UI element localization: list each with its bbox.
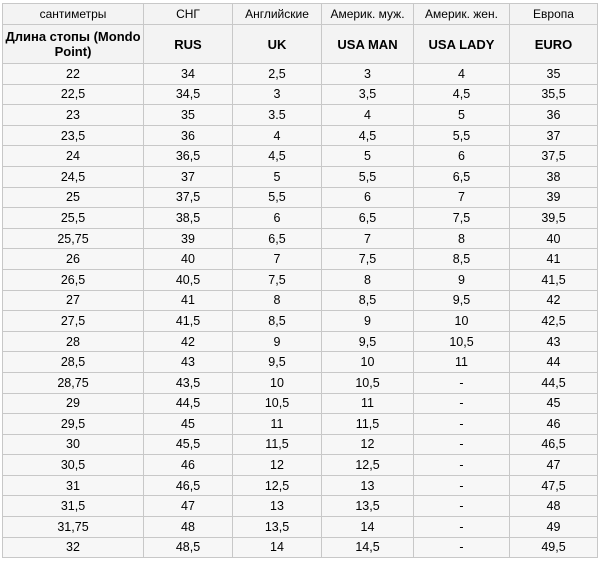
cell-usa-man: 4	[322, 105, 414, 126]
cell-cm: 22,5	[3, 84, 144, 105]
table-row	[3, 166, 598, 187]
cell-usa-lady: -	[414, 517, 510, 538]
cell-usa-lady: -	[414, 537, 510, 558]
cell-euro: 49,5	[510, 537, 598, 558]
sub-header-us-women: Америк. жен.	[414, 4, 510, 25]
cell-cm: 25	[3, 187, 144, 208]
cell-uk: 4,5	[233, 146, 322, 167]
cell-cm: 28,75	[3, 372, 144, 393]
cell-usa-lady: -	[414, 434, 510, 455]
cell-cm: 31,75	[3, 517, 144, 538]
cell-euro: 46	[510, 414, 598, 435]
cell-cm: 28,5	[3, 352, 144, 373]
header-rus: RUS	[144, 25, 233, 64]
cell-euro: 40	[510, 228, 598, 249]
cell-usa-man: 7,5	[322, 249, 414, 270]
cell-rus: 37,5	[144, 187, 233, 208]
cell-usa-lady: 5	[414, 105, 510, 126]
cell-uk: 5	[233, 166, 322, 187]
cell-rus: 47	[144, 496, 233, 517]
cell-usa-lady: 7	[414, 187, 510, 208]
cell-rus: 41	[144, 290, 233, 311]
sub-header-us-men: Америк. муж.	[322, 4, 414, 25]
table-row	[3, 228, 598, 249]
sub-header-english: Английские	[233, 4, 322, 25]
cell-usa-man: 3	[322, 64, 414, 85]
cell-uk: 3.5	[233, 105, 322, 126]
cell-euro: 38	[510, 166, 598, 187]
cell-cm: 24,5	[3, 166, 144, 187]
cell-euro: 47,5	[510, 475, 598, 496]
cell-euro: 41	[510, 249, 598, 270]
cell-usa-man: 11	[322, 393, 414, 414]
table-row	[3, 125, 598, 146]
cell-usa-lady: 6	[414, 146, 510, 167]
table-row	[3, 187, 598, 208]
cell-rus: 46	[144, 455, 233, 476]
cell-usa-lady: -	[414, 475, 510, 496]
cell-uk: 9,5	[233, 352, 322, 373]
cell-usa-man: 7	[322, 228, 414, 249]
cell-euro: 43	[510, 331, 598, 352]
cell-cm: 23	[3, 105, 144, 126]
cell-cm: 28	[3, 331, 144, 352]
header-uk: UK	[233, 25, 322, 64]
cell-cm: 23,5	[3, 125, 144, 146]
cell-uk: 13	[233, 496, 322, 517]
cell-rus: 34,5	[144, 84, 233, 105]
cell-usa-man: 11,5	[322, 414, 414, 435]
table-row	[3, 105, 598, 126]
cell-euro: 44,5	[510, 372, 598, 393]
table-row	[3, 269, 598, 290]
cell-usa-lady: 4	[414, 64, 510, 85]
cell-rus: 35	[144, 105, 233, 126]
table-row	[3, 208, 598, 229]
cell-cm: 31	[3, 475, 144, 496]
cell-rus: 34	[144, 64, 233, 85]
cell-euro: 37,5	[510, 146, 598, 167]
table-row	[3, 84, 598, 105]
shoe-size-table	[2, 3, 598, 558]
cell-usa-man: 14,5	[322, 537, 414, 558]
cell-uk: 3	[233, 84, 322, 105]
cell-cm: 29	[3, 393, 144, 414]
table-row	[3, 352, 598, 373]
table-row	[3, 331, 598, 352]
cell-rus: 44,5	[144, 393, 233, 414]
cell-usa-lady: -	[414, 455, 510, 476]
table-row	[3, 311, 598, 332]
cell-rus: 41,5	[144, 311, 233, 332]
cell-usa-man: 9	[322, 311, 414, 332]
cell-cm: 30,5	[3, 455, 144, 476]
cell-uk: 2,5	[233, 64, 322, 85]
table-body	[3, 64, 598, 558]
cell-rus: 37	[144, 166, 233, 187]
cell-usa-lady: 10,5	[414, 331, 510, 352]
cell-uk: 10	[233, 372, 322, 393]
cell-usa-man: 10,5	[322, 372, 414, 393]
table-row	[3, 393, 598, 414]
cell-uk: 7,5	[233, 269, 322, 290]
cell-euro: 47	[510, 455, 598, 476]
cell-euro: 37	[510, 125, 598, 146]
cell-usa-man: 3,5	[322, 84, 414, 105]
cell-euro: 42,5	[510, 311, 598, 332]
cell-uk: 4	[233, 125, 322, 146]
cell-rus: 48,5	[144, 537, 233, 558]
cell-usa-man: 6,5	[322, 208, 414, 229]
cell-usa-man: 14	[322, 517, 414, 538]
table-row	[3, 414, 598, 435]
cell-cm: 25,5	[3, 208, 144, 229]
cell-usa-lady: 4,5	[414, 84, 510, 105]
cell-cm: 25,75	[3, 228, 144, 249]
cell-usa-man: 12,5	[322, 455, 414, 476]
cell-uk: 13,5	[233, 517, 322, 538]
header-usa-man: USA MAN	[322, 25, 414, 64]
cell-euro: 48	[510, 496, 598, 517]
cell-usa-man: 13,5	[322, 496, 414, 517]
cell-uk: 8,5	[233, 311, 322, 332]
cell-usa-man: 4,5	[322, 125, 414, 146]
cell-uk: 10,5	[233, 393, 322, 414]
cell-usa-man: 8	[322, 269, 414, 290]
cell-rus: 39	[144, 228, 233, 249]
cell-euro: 49	[510, 517, 598, 538]
cell-cm: 26	[3, 249, 144, 270]
cell-cm: 31,5	[3, 496, 144, 517]
cell-rus: 38,5	[144, 208, 233, 229]
cell-rus: 48	[144, 517, 233, 538]
header-foot-length: Длина стопы (Mondo Point)	[3, 25, 144, 64]
cell-rus: 43,5	[144, 372, 233, 393]
cell-uk: 8	[233, 290, 322, 311]
cell-usa-lady: -	[414, 372, 510, 393]
cell-usa-lady: -	[414, 496, 510, 517]
sub-header-cis: СНГ	[144, 4, 233, 25]
cell-cm: 27	[3, 290, 144, 311]
cell-usa-lady: -	[414, 414, 510, 435]
cell-cm: 29,5	[3, 414, 144, 435]
cell-euro: 46,5	[510, 434, 598, 455]
cell-rus: 36	[144, 125, 233, 146]
header-usa-lady: USA LADY	[414, 25, 510, 64]
cell-cm: 27,5	[3, 311, 144, 332]
cell-euro: 39	[510, 187, 598, 208]
cell-rus: 42	[144, 331, 233, 352]
cell-euro: 39,5	[510, 208, 598, 229]
sub-header-cm: сантиметры	[3, 4, 144, 25]
cell-usa-man: 5	[322, 146, 414, 167]
cell-uk: 5,5	[233, 187, 322, 208]
table-row	[3, 496, 598, 517]
cell-cm: 24	[3, 146, 144, 167]
cell-usa-man: 10	[322, 352, 414, 373]
cell-euro: 42	[510, 290, 598, 311]
cell-uk: 11,5	[233, 434, 322, 455]
cell-cm: 22	[3, 64, 144, 85]
cell-rus: 45,5	[144, 434, 233, 455]
cell-uk: 7	[233, 249, 322, 270]
cell-usa-lady: 11	[414, 352, 510, 373]
cell-usa-lady: 6,5	[414, 166, 510, 187]
cell-euro: 45	[510, 393, 598, 414]
header-row	[3, 25, 598, 64]
cell-usa-man: 9,5	[322, 331, 414, 352]
table-row	[3, 475, 598, 496]
cell-euro: 35	[510, 64, 598, 85]
cell-uk: 12,5	[233, 475, 322, 496]
cell-cm: 26,5	[3, 269, 144, 290]
cell-euro: 41,5	[510, 269, 598, 290]
table-row	[3, 455, 598, 476]
cell-usa-man: 12	[322, 434, 414, 455]
cell-uk: 9	[233, 331, 322, 352]
sub-header-europe: Европа	[510, 4, 598, 25]
cell-rus: 46,5	[144, 475, 233, 496]
table-row	[3, 537, 598, 558]
table-row	[3, 517, 598, 538]
cell-usa-lady: 8,5	[414, 249, 510, 270]
cell-cm: 30	[3, 434, 144, 455]
cell-usa-lady: 9	[414, 269, 510, 290]
cell-rus: 36,5	[144, 146, 233, 167]
sub-header-row	[3, 4, 598, 25]
cell-usa-lady: 5,5	[414, 125, 510, 146]
cell-usa-lady: 8	[414, 228, 510, 249]
cell-usa-man: 13	[322, 475, 414, 496]
header-euro: EURO	[510, 25, 598, 64]
cell-usa-lady: 7,5	[414, 208, 510, 229]
cell-euro: 36	[510, 105, 598, 126]
cell-usa-man: 5,5	[322, 166, 414, 187]
cell-usa-lady: 9,5	[414, 290, 510, 311]
cell-rus: 40	[144, 249, 233, 270]
cell-rus: 40,5	[144, 269, 233, 290]
table-row	[3, 434, 598, 455]
cell-euro: 35,5	[510, 84, 598, 105]
cell-uk: 11	[233, 414, 322, 435]
table-row	[3, 64, 598, 85]
cell-usa-man: 6	[322, 187, 414, 208]
cell-usa-lady: -	[414, 393, 510, 414]
table-row	[3, 249, 598, 270]
cell-euro: 44	[510, 352, 598, 373]
cell-uk: 6	[233, 208, 322, 229]
cell-usa-lady: 10	[414, 311, 510, 332]
table-row	[3, 372, 598, 393]
cell-rus: 45	[144, 414, 233, 435]
cell-usa-man: 8,5	[322, 290, 414, 311]
cell-uk: 12	[233, 455, 322, 476]
cell-rus: 43	[144, 352, 233, 373]
table-row	[3, 146, 598, 167]
cell-cm: 32	[3, 537, 144, 558]
cell-uk: 6,5	[233, 228, 322, 249]
table-row	[3, 290, 598, 311]
cell-uk: 14	[233, 537, 322, 558]
